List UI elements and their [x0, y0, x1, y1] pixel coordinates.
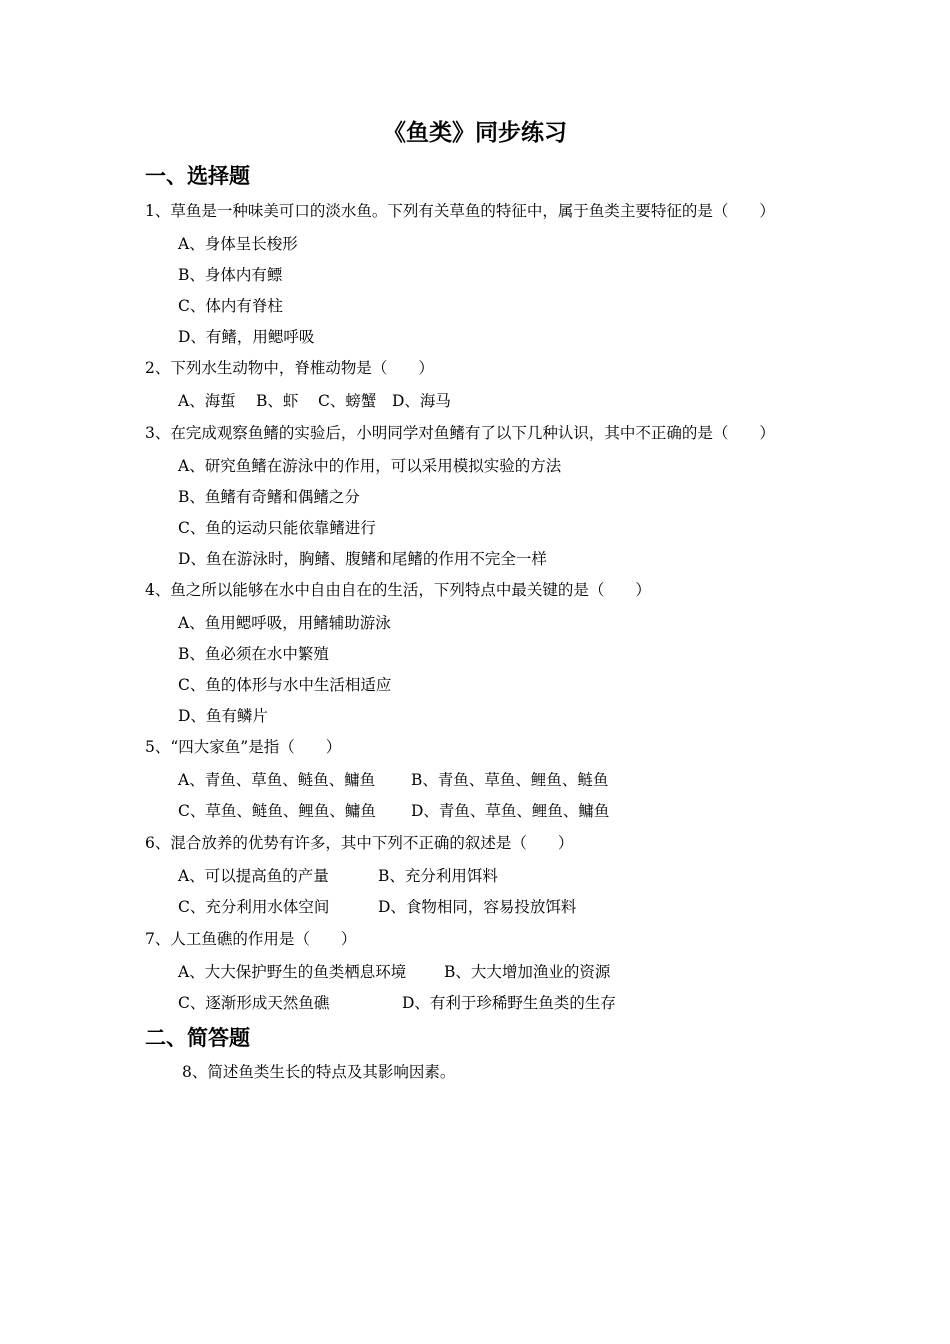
question-6-option-d: D、食物相同，容易投放饵料	[378, 898, 577, 916]
question-8-stem: 8、简述鱼类生长的特点及其影响因素。	[182, 1063, 456, 1081]
question-2-option-a: A、海蜇	[178, 392, 236, 410]
question-3-option-c: C、鱼的运动只能依靠鳍进行	[178, 519, 376, 537]
question-3-option-b: B、鱼鳍有奇鳍和偶鳍之分	[178, 488, 360, 506]
question-4-option-b: B、鱼必须在水中繁殖	[178, 645, 329, 663]
question-5-option-b: B、青鱼、草鱼、鲤鱼、鲢鱼	[411, 771, 609, 789]
question-4-stem: 4、鱼之所以能够在水中自由自在的生活，下列特点中最关键的是（ ）	[145, 581, 651, 599]
question-4-option-d: D、鱼有鳞片	[178, 707, 268, 725]
question-5-option-a: A、青鱼、草鱼、鲢鱼、鳙鱼	[178, 771, 376, 789]
section-heading-short-answer: 二、简答题	[145, 1026, 250, 1050]
question-6-option-c: C、充分利用水体空间	[178, 898, 330, 916]
question-1-option-a: A、身体呈长梭形	[178, 235, 298, 253]
question-5-option-c: C、草鱼、鲢鱼、鲤鱼、鳙鱼	[178, 802, 376, 820]
question-2-option-c: C、螃蟹	[318, 392, 377, 410]
question-2-option-b: B、虾	[256, 392, 299, 410]
question-4-option-c: C、鱼的体形与水中生活相适应	[178, 676, 392, 694]
question-5-stem: 5、“四大家鱼”是指（ ）	[145, 738, 342, 756]
question-5-option-d: D、青鱼、草鱼、鲤鱼、鳙鱼	[411, 802, 610, 820]
question-2-stem: 2、下列水生动物中，脊椎动物是（ ）	[145, 359, 434, 377]
question-1-stem: 1、草鱼是一种味美可口的淡水鱼。下列有关草鱼的特征中，属于鱼类主要特征的是（ ）	[145, 202, 775, 220]
question-6-option-b: B、充分利用饵料	[378, 867, 498, 885]
question-7-option-d: D、有利于珍稀野生鱼类的生存	[402, 994, 616, 1012]
question-2-option-d: D、海马	[392, 392, 451, 410]
question-3-option-a: A、研究鱼鳍在游泳中的作用，可以采用模拟实验的方法	[178, 457, 562, 475]
question-7-option-c: C、逐渐形成天然鱼礁	[178, 994, 330, 1012]
question-4-option-a: A、鱼用鳃呼吸，用鳍辅助游泳	[178, 614, 391, 632]
question-7-option-b: B、大大增加渔业的资源	[444, 963, 611, 981]
question-7-option-a: A、大大保护野生的鱼类栖息环境	[178, 963, 407, 981]
question-1-option-d: D、有鳍，用鳃呼吸	[178, 328, 315, 346]
question-3-option-d: D、鱼在游泳时，胸鳍、腹鳍和尾鳍的作用不完全一样	[178, 550, 547, 568]
section-heading-choice: 一、选择题	[145, 164, 250, 188]
question-7-stem: 7、人工鱼礁的作用是（ ）	[145, 930, 357, 948]
question-3-stem: 3、在完成观察鱼鳍的实验后，小明同学对鱼鳍有了以下几种认识，其中不正确的是（ ）	[145, 424, 775, 442]
question-1-option-c: C、体内有脊柱	[178, 297, 283, 315]
page-title: 《鱼类》同步练习	[383, 120, 567, 146]
question-6-stem: 6、混合放养的优势有许多，其中下列不正确的叙述是（ ）	[145, 834, 574, 852]
question-1-option-b: B、身体内有鳔	[178, 266, 283, 284]
question-6-option-a: A、可以提高鱼的产量	[178, 867, 329, 885]
